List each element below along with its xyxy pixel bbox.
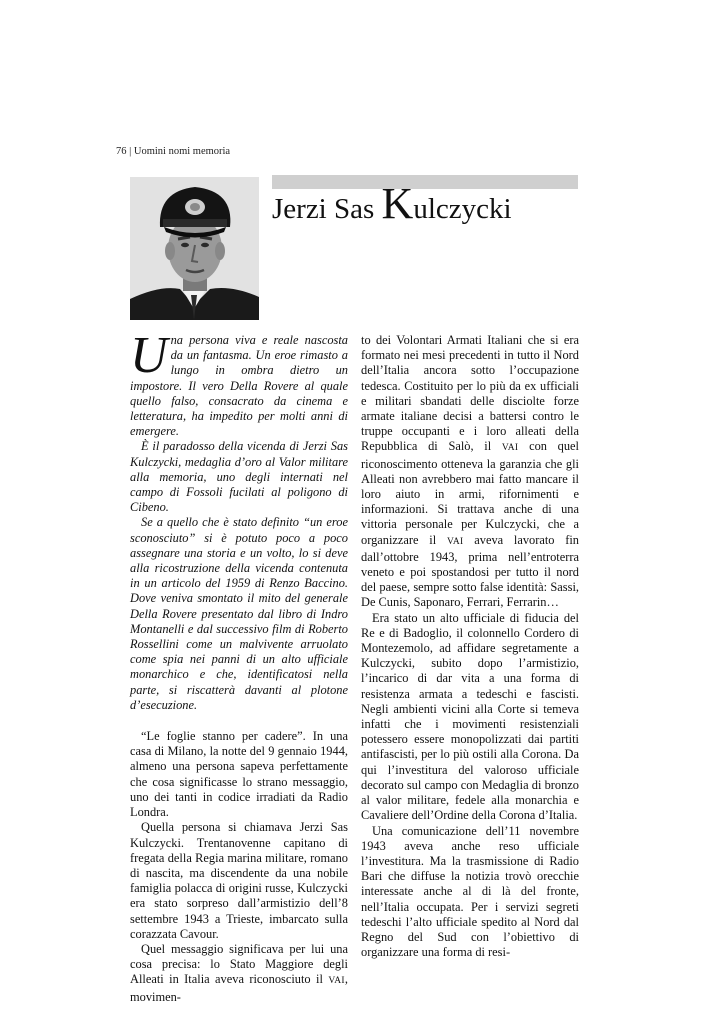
drop-cap: U <box>130 327 168 384</box>
body-paragraph-1: “Le foglie stanno per cadere”. In una casa di Milano, la notte del 9 gennaio 1944, almeno una persona sapeva perfettamente che cosa significasse lo strano messaggio, uno dei tanti in codice irradiati da Radio Londra. <box>130 729 348 820</box>
header-separator: | <box>129 146 132 157</box>
body-paragraph-3 <box>130 942 348 1005</box>
left-column <box>130 327 348 1005</box>
intro-paragraph-1 <box>130 327 348 439</box>
body-p3-text-b: , movimen- <box>130 972 348 1004</box>
right-p1-text-c: aveva lavorato fin dall’ottobre 1943, prima nell’entroterra veneto e poi spostandosi per tutto il nord del paese, sempre sotto false identità: Sassi, De Cunis, Saponaro, Ferrari, Ferrarin… <box>361 532 579 610</box>
running-head <box>116 146 230 157</box>
title-rest: ulczycki <box>413 193 512 225</box>
right-p1-text-a: to dei Volontari Armati Italiani che si era formato nei mesi precedenti in tutto il Nord dell’Italia ancora sotto l’occupazione tedesca. Costituito per lo più da ex ufficiali e militari sbandati delle disciolte forze armate italiane decisi a battersi contro le truppe occupanti e i loro alleati della Repubblica di Salò, il <box>361 333 579 454</box>
section-gap <box>130 713 348 729</box>
body-p3-text-a: Quel messaggio significava per lui una cosa precisa: lo Stato Maggiore degli Alleati in Italia aveva riconosciuto il <box>130 941 348 987</box>
intro-paragraph-3: Se a quello che è stato definito “un eroe sconosciuto” si è potuto poco a poco assegnare una storia e un volto, lo si deve alla ricostruzione della vicenda contenuta in un articolo del 1959 di Renzo Baccino. Dove veniva smontato il mito del generale Della Rovere presentato dal libro di Indro Montanelli e dal successivo film di Roberto Rossellini come un malvivente arruolato come spia nei panni di un alto ufficiale monarchico e che, identificatosi nella parte, si riscatterà davanti al plotone d’esecuzione. <box>130 515 348 712</box>
vai-acronym: VAI <box>501 443 519 454</box>
section-title: Uomini nomi memoria <box>133 146 231 157</box>
portrait-photo <box>130 177 259 320</box>
title-initial: K <box>381 179 414 228</box>
article-title <box>272 178 512 229</box>
right-paragraph-3: Una comunicazione dell’11 novembre 1943 aveva anche reso ufficiale l’investitura. Ma la trasmissione di Radio Bari che diffuse la notizia trovò orecchie interessate anche al di là del fronte, nell’Italia occupata. Per i servizi segreti tedeschi l’alto ufficiale spedito al Nord dal Regno del Sud con l’obiettivo di organizzare una forma di resi- <box>361 823 579 960</box>
intro-paragraph-2: È il paradosso della vicenda di Jerzi Sas Kulczycki, medaglia d’oro al Valor militare alla memoria, uno degli internati nel campo di Fossoli fucilati al poligono di Cibeno. <box>130 439 348 515</box>
body-paragraph-2: Quella persona si chiamava Jerzi Sas Kulczycki. Trentanovenne capitano di fregata della Regia marina militare, romano di nascita, ma discendente da una nobile famiglia polacca di origini russe, Kulczycki era stato sorpreso dall’armistizio dell’8 settembre 1943 a Trieste, imbarcato sulla corazzata Cavour. <box>130 820 348 941</box>
title-first: Jerzi Sas <box>272 193 382 225</box>
vai-acronym: VAI <box>446 536 464 547</box>
vai-acronym: VAI <box>328 976 345 987</box>
right-paragraph-1 <box>361 333 579 611</box>
right-column <box>361 333 579 960</box>
page-number: 76 <box>116 146 127 157</box>
intro-p1-text: na persona viva e reale nascosta da un fantasma. Un eroe rimasto a lungo in ombra dietro un impostore. Il vero Della Rovere al quale quello falso, consacrato da cinema e letteratura, ha impedito per molti anni di emergere. <box>130 333 348 439</box>
right-paragraph-2: Era stato un alto ufficiale di fiducia del Re e di Badoglio, il colonnello Cordero di Montezemolo, ad affidare segretamente a Kulczycki, subito dopo l’armistizio, l’incarico di dar vita a una forma di resistenza armata a tedeschi e fascisti. Negli ambienti vicini alla Corte si temeva infatti che i movimenti resistenziali potessero essere monopolizzati dai partiti antifascisti, per lo più ostili alla Corona. Da qui l’investitura del valoroso ufficiale decorato sul campo con Medaglia di bronzo al valor militare, fedele alla monarchia e Cavaliere dell’Ordine della Corona d’Italia. <box>361 610 579 823</box>
right-p1-text-b: con quel riconoscimento otteneva la garanzia che gli Alleati non avrebbero mai fatto mancare il loro aiuto in armi, rifornimenti e informazioni. Si trattava anche di una vittoria personale per Kulczycki, che a organizzare il <box>361 439 579 547</box>
